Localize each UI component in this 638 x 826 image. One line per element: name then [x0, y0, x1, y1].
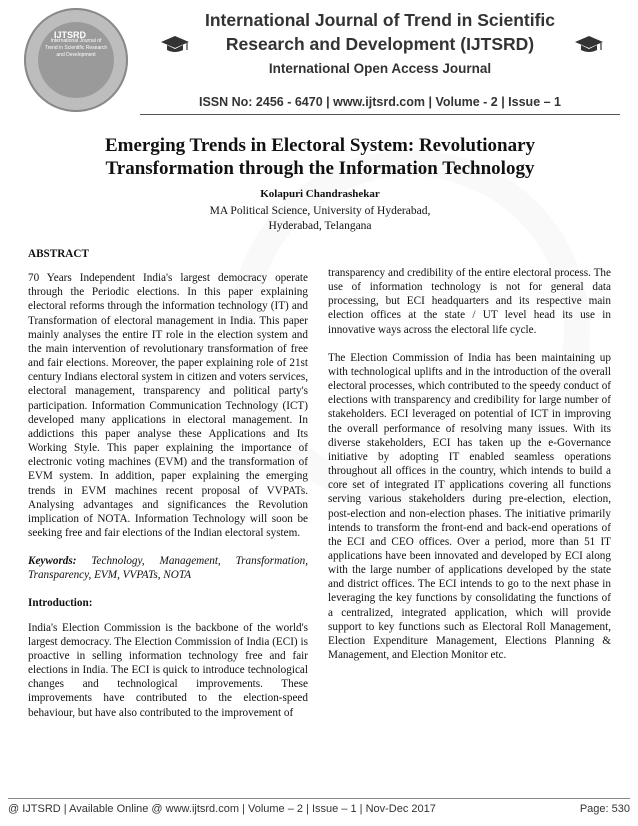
paper-title-line1: Emerging Trends in Electoral System: Revolutionary [104, 135, 536, 156]
abstract-heading: ABSTRACT [28, 248, 89, 260]
footer-citation: @ IJTSRD | Available Online @ www.ijtsrd.com | Volume – 2 | Issue – 1 | Nov-Dec 2017 [8, 803, 436, 815]
logo-text: International Journal of Trend in Scientific Research and Development [44, 38, 108, 58]
journal-header [0, 0, 638, 125]
introduction-text: India's Election Commission is the backbone of the world's largest democracy. The Election Commission of India (ECI) is proactive in selling information technology free and fair elections in India. The ECI is quick to introduce technological changes and technological improvements. These improvements have contributed to the election-speed behaviour, but have also contributed to the improvement of [28, 621, 308, 719]
body-paragraph: The Election Commission of India has been maintaining up with technological uplifts and in the introduction of the overall electoral processes, which contributed to the speedy conduct of elections with transparency and credibility for large number of stakeholders. ECI leveraged on potential of ICT in improving the overall performance of resolving many issues. With its diverse stakeholders, ECI has taken up the e-Governance initiative by adopting IT enabled seamless operations throughout all offices in the country, which intends to build a core set of integrated IT applications covering all functions serving various stakeholders during pre-election, election, post-election and non-election phases. The initiative primarily intends to transform the front-end and back-end operations of the ECI and CEO offices. Over a period, more than 51 IT applications have been innovated and developed by ECI along with the large number of applications developed by the state and district offices. The ECI intends to go to the next phase in leveraging the key functions by consolidating the functions of a centralized, integrated application, which will provide support to key functions such as Electoral Roll Management, Election Expenditure Management, Elections Planning & Management, and Election Monitor etc. [328, 351, 612, 662]
affiliation-line2: Hyderabad, Telangana [268, 220, 372, 232]
affiliation-line1: MA Political Science, University of Hyderabad, [209, 205, 431, 217]
left-column [28, 247, 308, 734]
paper-title-line2: Transformation through the Information Technology [105, 158, 535, 179]
journal-logo [24, 8, 128, 112]
right-column [328, 266, 611, 676]
keywords-text: Technology, Management, Transformation, Transparency, EVM, VVPATs, NOTA [28, 555, 308, 582]
issn-line: ISSN No: 2456 - 6470 | www.ijtsrd.com | Volume - 2 | Issue – 1 [198, 95, 561, 109]
introduction-heading: Introduction: [28, 597, 93, 610]
journal-title-line1: International Journal of Trend in Scientific [204, 10, 556, 30]
header-divider [140, 114, 620, 115]
paper-title [40, 134, 600, 180]
journal-subtitle: International Open Access Journal [268, 61, 492, 76]
page-number: Page: 530 [579, 803, 630, 815]
author-name: Kolapuri Chandrashekar [260, 188, 380, 200]
page-footer [8, 801, 630, 819]
abstract-text: 70 Years Independent India's largest democracy operate through the Periodic elections. In this paper explaining electoral reforms through the information technology (IT) and Transformation of electoral management in India. This paper mainly analyses the entire IT role in the election system and the main intervention of revolutionary transformation of free and fair elections. Moreover, the paper explaining role of 21st century Indians electoral system in citizen and voters services, electoral management, transparency and political party's participation. Information Communication Technology (ICT) developed many applications in electoral management. In addictions this paper analyse these Applications and Its Working Style. This paper explaining the importance of electronic voting machines (EVM) and the transformation of EVM system. In addition, paper explaining the emerging trends in EVM machines recent proposal of VVPATs. Analysing advantages and significances the Revolution implication of NOTA. Information Technology will soon be seeking free and fair elections of the Indian electoral system. [28, 272, 308, 539]
body-paragraph: transparency and credibility of the entire electoral process. The use of information technology is not for general data processing, but ECI headquarters and its respective main election offices at the state / UT level head its use in innovative ways across the electoral life cycle. [328, 267, 611, 336]
journal-seal [38, 22, 114, 98]
journal-title-block [140, 8, 620, 80]
logo-brand: IJTSRD [53, 30, 86, 40]
author-affiliation [40, 204, 600, 234]
journal-title-line2: Research and Development (IJTSRD) [225, 34, 535, 54]
keywords [28, 554, 308, 582]
keywords-label: Keywords: [28, 555, 77, 568]
footer-divider [8, 798, 630, 799]
